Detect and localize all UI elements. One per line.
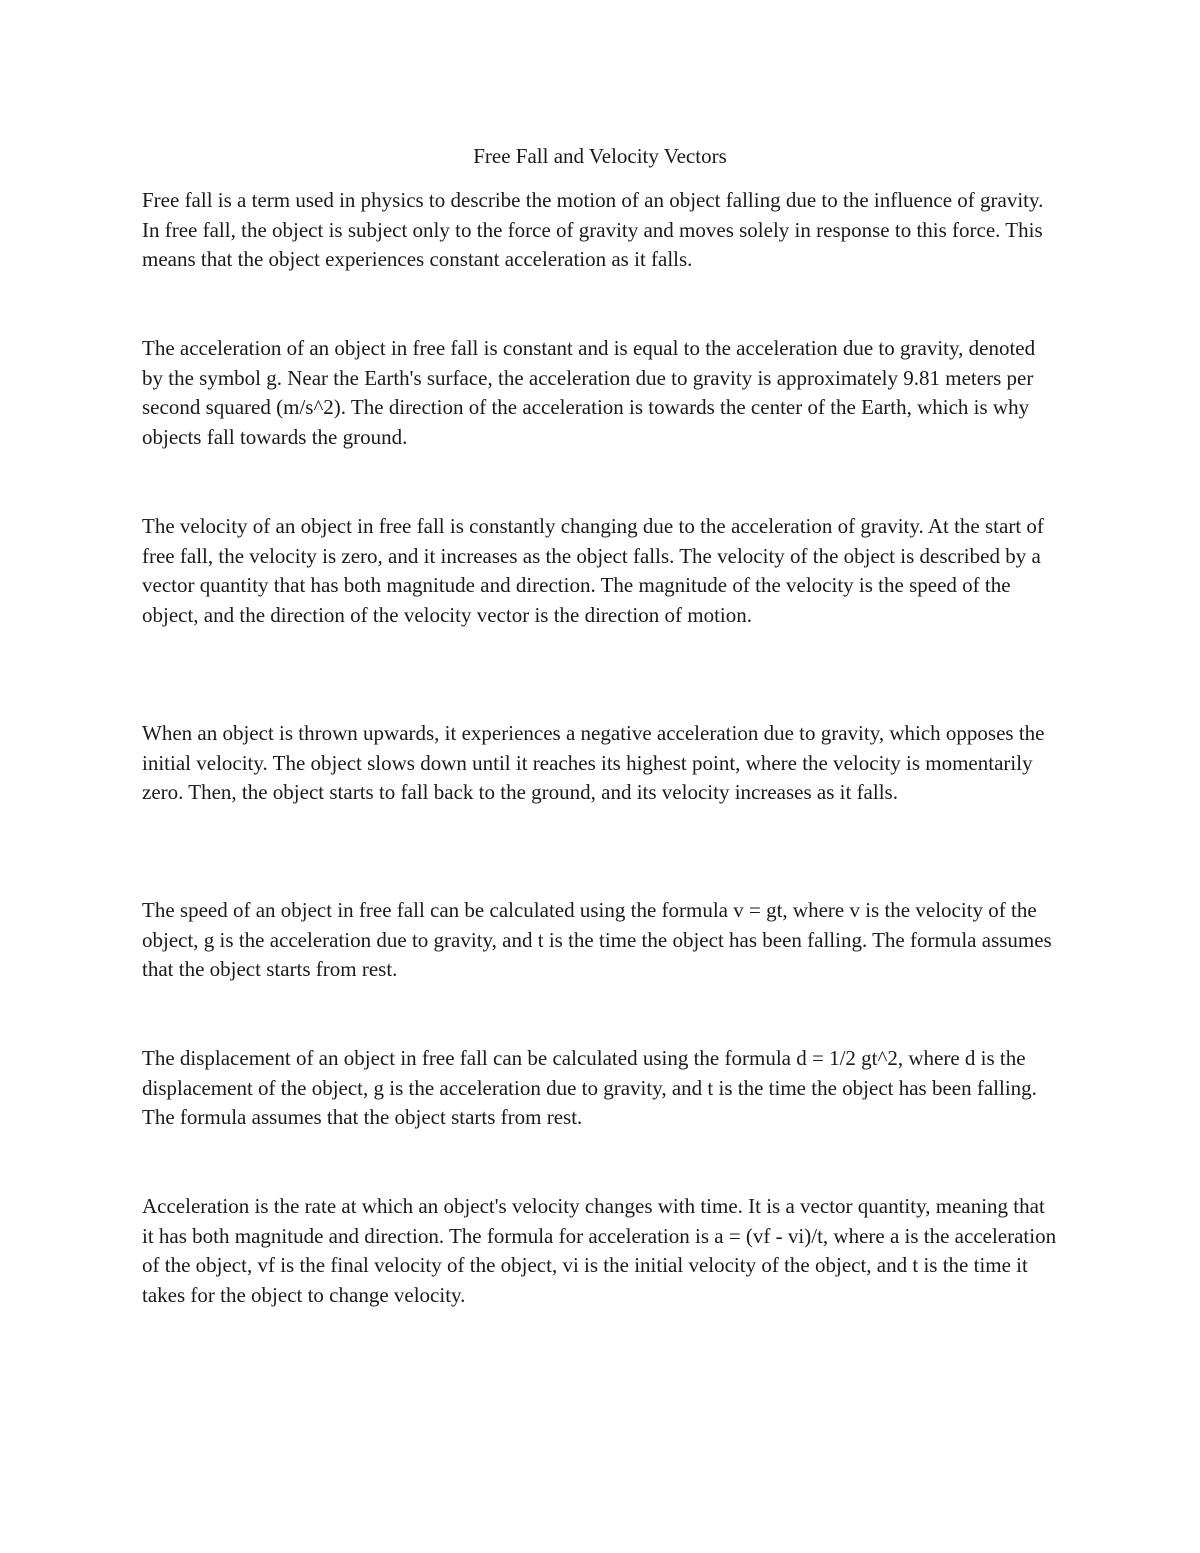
- paragraph-speed-formula: The speed of an object in free fall can be calculated using the formula v = gt, where v is the velocity of the object, g is the acceleration due to gravity, and t is the time the object has been falling. The formula assumes that the object starts from rest.: [142, 898, 1052, 982]
- paragraph-displacement-formula: The displacement of an object in free fall can be calculated using the formula d = 1/2 gt^2, where d is the displacement of the object, g is the acceleration due to gravity, and t is the time the object has been falling. The formula assumes that the object starts from rest.: [142, 1046, 1037, 1130]
- paragraph-velocity-vector: The velocity of an object in free fall is constantly changing due to the acceleration of gravity. At the start of free fall, the velocity is zero, and it increases as the object falls. The velocity of the object is described by a vector quantity that has both magnitude and direction. The magnitude of the velocity is the speed of the object, and the direction of the velocity vector is the direction of motion.: [142, 514, 1044, 627]
- paragraph-acceleration-formula: Acceleration is the rate at which an object's velocity changes with time. It is a vector quantity, meaning that it has both magnitude and direction. The formula for acceleration is a = (vf - vi)/t, where a is the acceleration of the object, vf is the final velocity of the object, vi is the initial velocity of the object, and t is the time it takes for the object to change velocity.: [142, 1194, 1057, 1307]
- paragraph-free-fall-definition: Free fall is a term used in physics to describe the motion of an object falling due to the influence of gravity. In free fall, the object is subject only to the force of gravity and moves solely in response to this force. This means that the object experiences constant acceleration as it falls.: [142, 188, 1044, 272]
- document-title: Free Fall and Velocity Vectors: [473, 144, 727, 168]
- paragraph-acceleration-gravity: The acceleration of an object in free fall is constant and is equal to the acceleration due to gravity, denoted by the symbol g. Near the Earth's surface, the acceleration due to gravity is approximately 9.81 meters per second squared (m/s^2). The direction of the acceleration is towards the center of the Earth, which is why objects fall towards the ground.: [142, 336, 1036, 449]
- paragraph-thrown-upwards: When an object is thrown upwards, it experiences a negative acceleration due to gravity, which opposes the initial velocity. The object slows down until it reaches its highest point, where the velocity is momentarily zero. Then, the object starts to fall back to the ground, and its velocity increases as it falls.: [142, 721, 1045, 805]
